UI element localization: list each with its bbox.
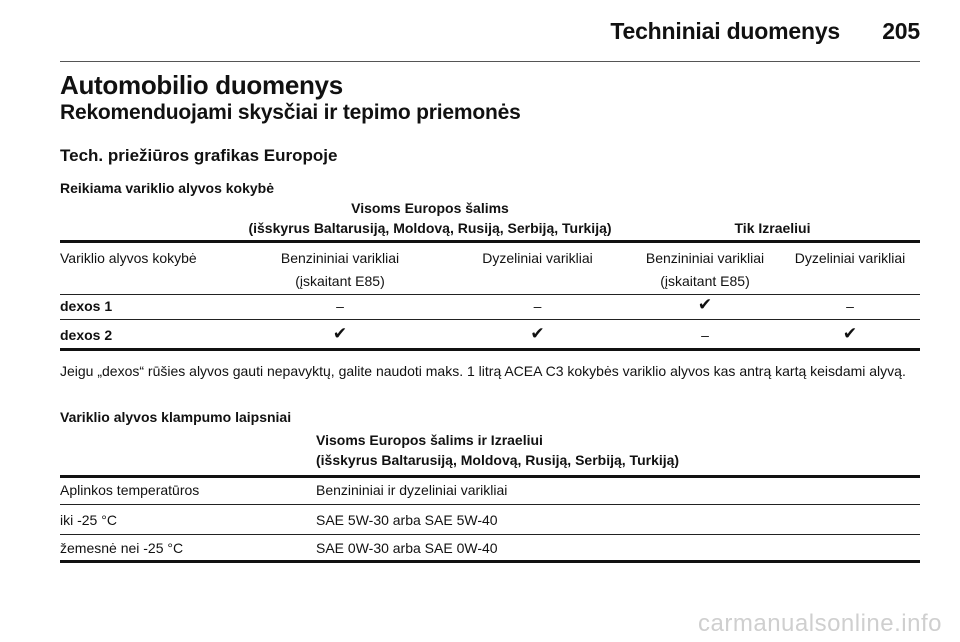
row-dexos1-diesel: –	[533, 298, 542, 314]
table-rule	[60, 475, 920, 478]
row1-temperature: iki -25 °C	[60, 512, 117, 528]
row-dexos1-petrol-il: ✔	[697, 295, 713, 314]
row1-oil-grade: SAE 5W-30 arba SAE 5W-40	[316, 512, 498, 528]
viscosity-group-line2: (išskyrus Baltarusiją, Moldovą, Rusiją, Serbiją, Turkiją)	[316, 452, 680, 468]
row2-oil-grade: SAE 0W-30 arba SAE 0W-40	[316, 540, 498, 556]
table-rule	[60, 560, 920, 563]
col-header-diesel: Dyzeliniai varikliai	[482, 250, 593, 266]
row-dexos2-diesel-il: ✔	[842, 324, 858, 343]
row-dexos1-diesel-il: –	[846, 298, 854, 314]
group-europe-line2: (išskyrus Baltarusiją, Moldovą, Rusiją, Serbiją, Turkiją)	[248, 220, 612, 236]
table-rule	[60, 294, 920, 295]
table-rule	[60, 504, 920, 505]
row-dexos1-petrol: –	[336, 298, 344, 314]
header-divider	[60, 61, 920, 62]
col-header-petrol-sub: (įskaitant E85)	[295, 273, 385, 289]
section-title: Techniniai duomenys	[610, 18, 841, 44]
dexos-note: Jeigu „dexos“ rūšies alyvos gauti nepavyktų, galite naudoti maks. 1 litrą ACEA C3 kokybės variklio alyvos kas antrą kartą keisdami alyvą.	[60, 363, 906, 379]
row2-temperature: žemesnė nei -25 °C	[60, 540, 184, 556]
viscosity-caption: Variklio alyvos klampumo laipsniai	[60, 409, 292, 425]
heading-service-schedule: Tech. priežiūros grafikas Europoje	[60, 146, 338, 165]
row-dexos2-petrol: ✔	[332, 324, 348, 343]
col-header-label: Variklio alyvos kokybė	[60, 250, 197, 266]
table-rule	[60, 534, 920, 535]
heading-fluids: Rekomenduojami skysčiai ir tepimo priemonės	[60, 101, 521, 124]
oil-quality-caption: Reikiama variklio alyvos kokybė	[60, 180, 275, 196]
col-header-petrol: Benzininiai varikliai	[280, 250, 400, 266]
row-dexos2-diesel: ✔	[530, 324, 545, 343]
heading-vehicle-data: Automobilio duomenys	[60, 70, 343, 100]
row-dexos2-petrol-il: –	[701, 327, 709, 343]
row-dexos1-label: dexos 1	[60, 298, 113, 314]
col-header-diesel-il: Dyzeliniai varikliai	[794, 250, 906, 266]
table-rule	[60, 319, 920, 320]
col-header-petrol-il-sub: (įskaitant E85)	[660, 273, 750, 289]
table-rule	[60, 348, 920, 351]
page-header	[610, 18, 920, 45]
col-header-petrol-il: Benzininiai varikliai	[645, 250, 765, 266]
row-dexos2-label: dexos 2	[60, 327, 113, 343]
group-israel: Tik Izraeliui	[734, 220, 811, 236]
table-rule	[60, 240, 920, 243]
viscosity-group-line1: Visoms Europos šalims ir Izraeliui	[316, 432, 543, 448]
page-number: 205	[882, 18, 920, 44]
group-europe-line1: Visoms Europos šalims	[351, 200, 509, 216]
watermark: carmanualsonline.info	[698, 610, 942, 637]
col-header-engines: Benzininiai ir dyzeliniai varikliai	[316, 482, 508, 498]
col-header-temperature: Aplinkos temperatūros	[60, 482, 200, 498]
